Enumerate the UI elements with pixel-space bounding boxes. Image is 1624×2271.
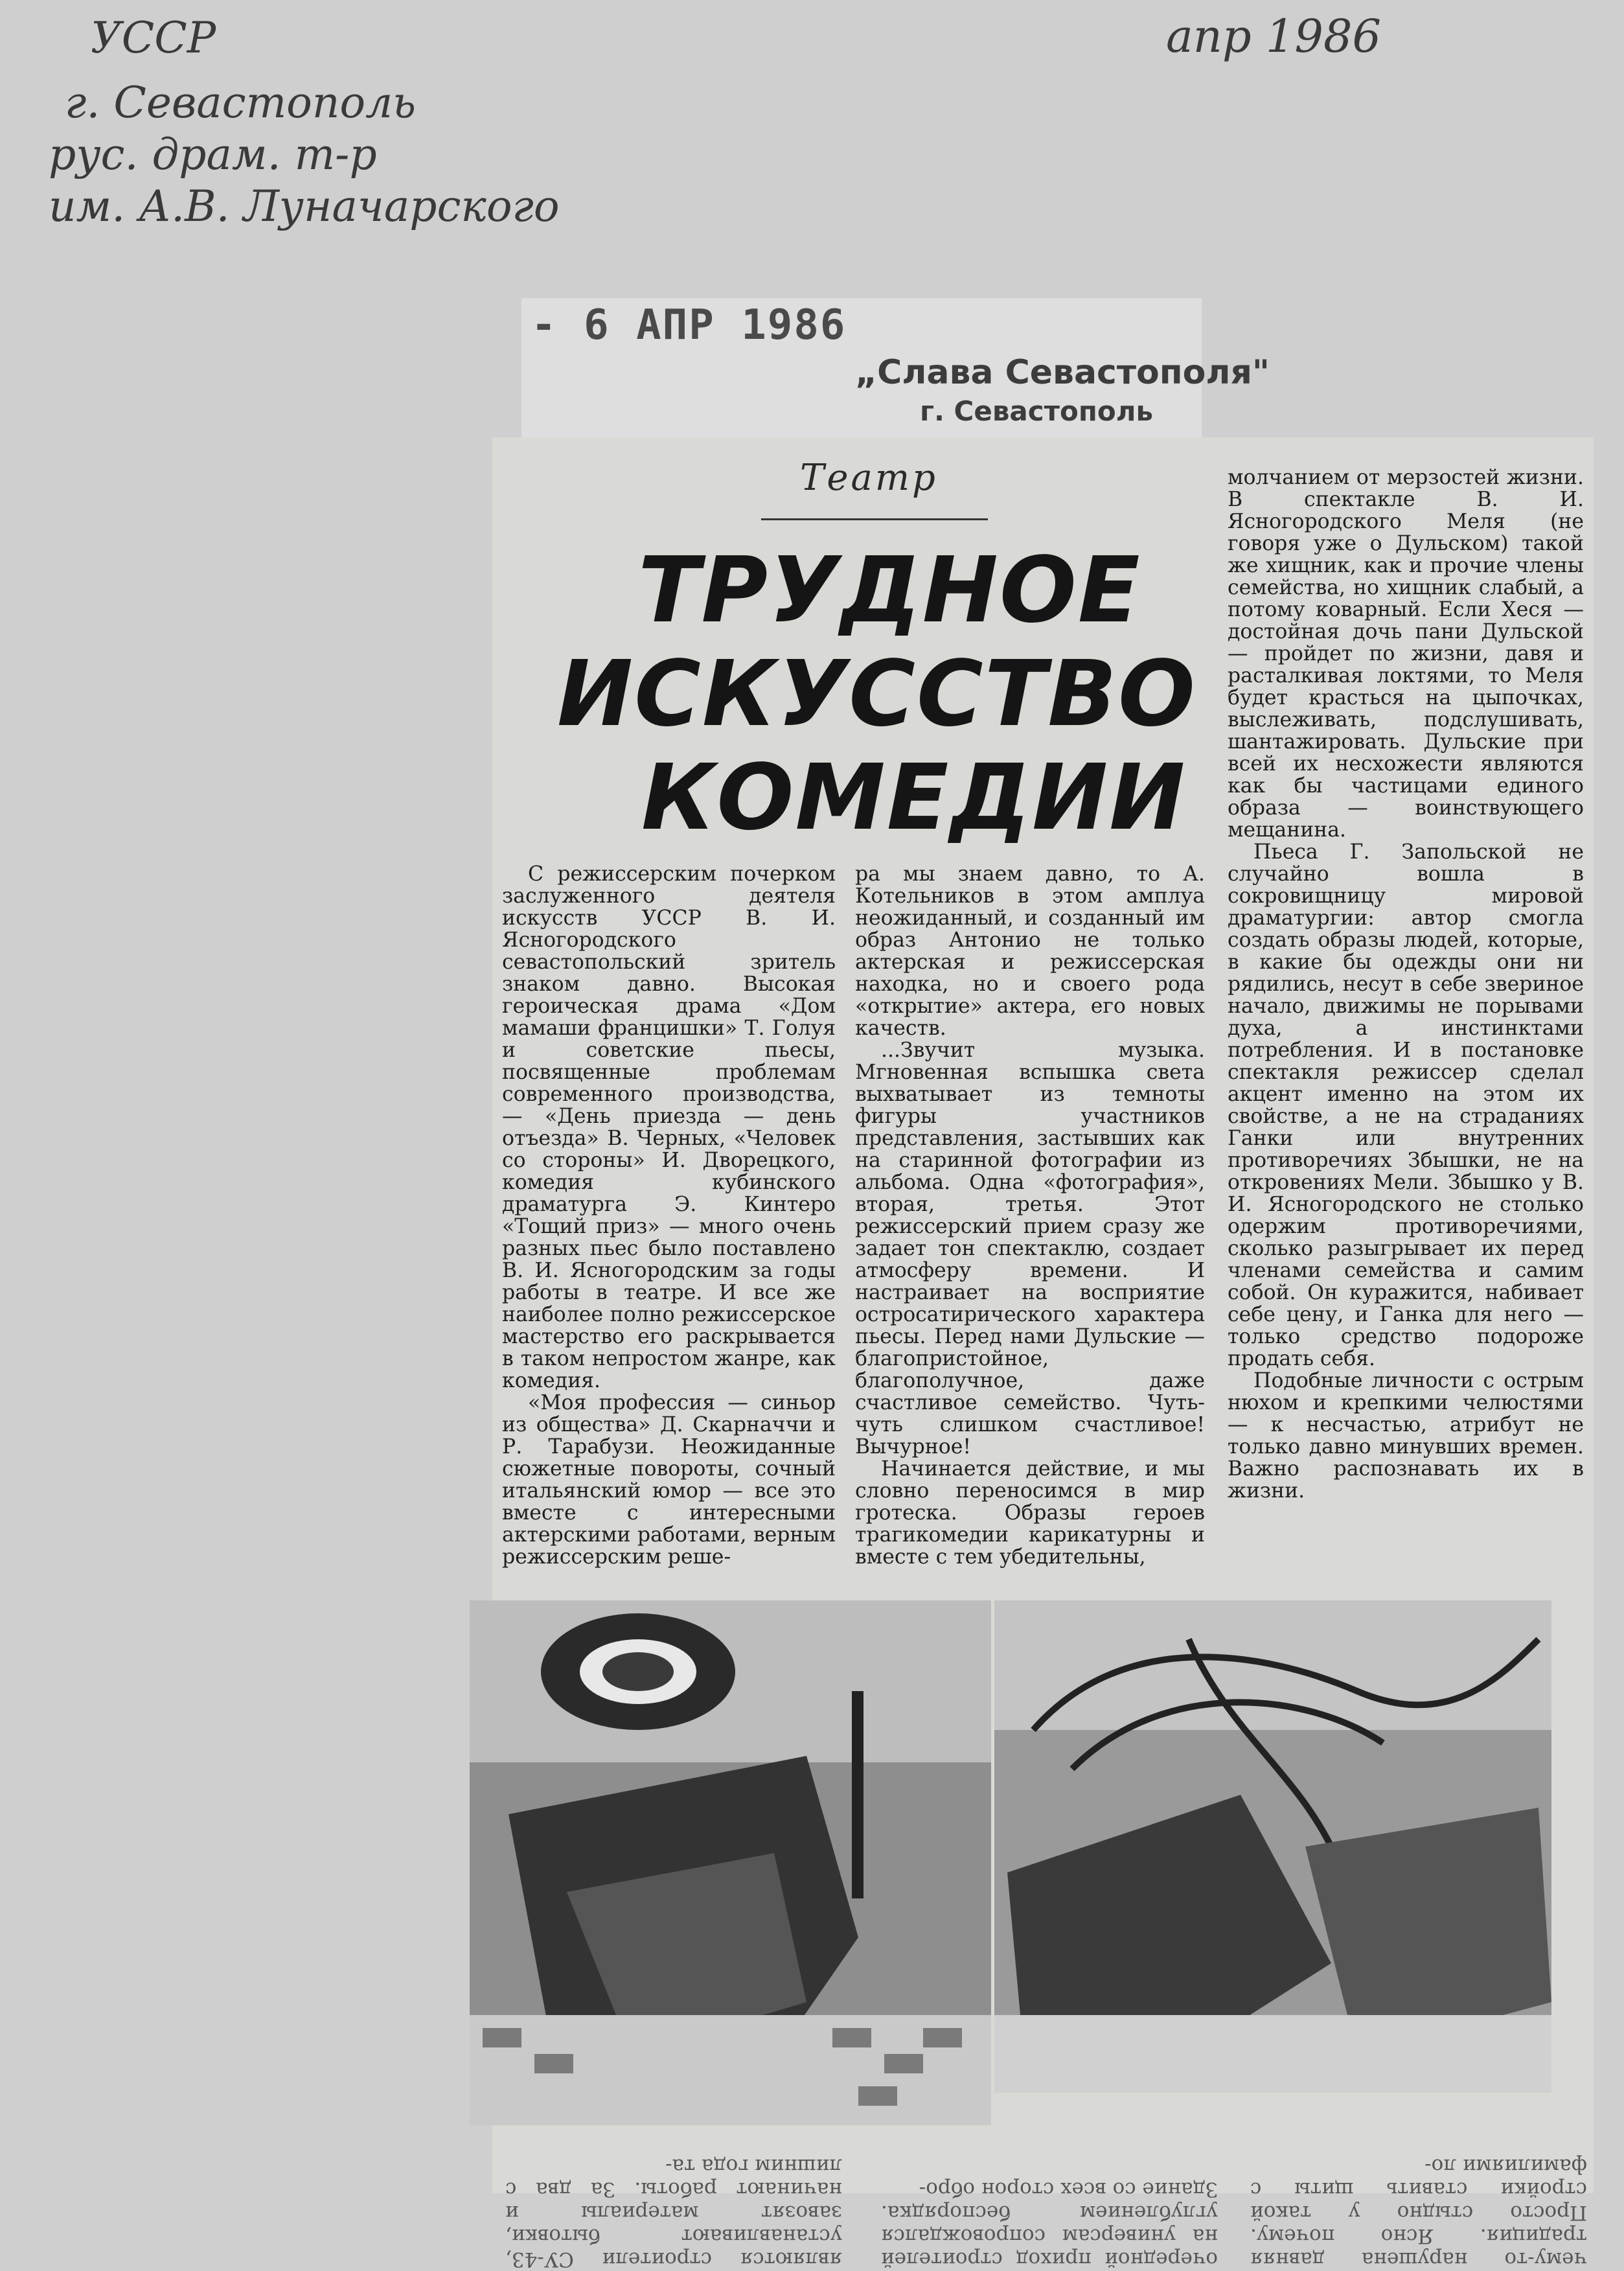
headline-line-2: ИСКУССТВО: [557, 641, 1196, 747]
handwritten-note-line-2: г. Севастополь: [65, 78, 417, 128]
paragraph: ра мы знаем давно, то А. Котельников в этом амплуа неожиданный, и созданный им образ Антонио не только актерская и режиссерская находка, но и своего рода «открытие» актера, его новых качеств.: [855, 863, 1205, 1040]
stamp-city: г. Севастополь: [920, 395, 1154, 427]
paragraph: «Моя профессия — синьор из общества» Д. Скарначчи и Р. Тарабузи. Неожиданные сюжетные повороты, сочный итальянский юмор — все это вместе с интересными актерскими работами, верным режиссерским реше-: [502, 1391, 836, 1569]
article-column-1: [502, 863, 836, 1589]
stage-photo-left: [470, 1600, 991, 2125]
reverse-side-print: [492, 2138, 1594, 2271]
reverse-text-column: чему-то нарушена давняя традиция. Ясно почему. Просто стыдно у такой стройки ставить щиты с фамилиями ло-: [1250, 2154, 1587, 2271]
reverse-text-column: очередной приход строителей на универсам сопровождался углублением беспорядка. Здание со всех сторон обро-: [881, 2178, 1218, 2271]
paragraph: ...Звучит музыка. Мгновенная вспышка света выхватывает из темноты фигуры участников представления, застывших как на старинной фотографии из альбома. Одна «фотография», вторая, третья. Этот режиссерский прием сразу же задает тон спектаклю, создает атмосферу времени. И настраивает на восприятие остросатирического характера пьесы. Перед нами Дульские — благопристойное, благополучное, даже счастливое семейство. Чуть-чуть слишком счастливое! Вычурное!: [855, 1039, 1205, 1458]
stamp-date: - 6 АПР 1986: [531, 301, 847, 349]
rubric-underline: [761, 518, 988, 520]
paragraph: Подобные личности с острым нюхом и крепкими челюстями — к несчастью, атрибут не только давно минувших времен. Важно распознавать их в жизни.: [1228, 1369, 1584, 1503]
section-rubric: Театр: [800, 457, 938, 499]
paragraph: Начинается действие, и мы словно переносимся в мир гротеска. Образы героев трагикомедии карикатурны и вместе с тем убедительны,: [855, 1457, 1205, 1569]
handwritten-note-line-4: им. А.В. Луначарского: [49, 181, 560, 231]
article-column-2: [855, 863, 1205, 1589]
handwritten-date: апр 1986: [1166, 10, 1382, 63]
paragraph: молчанием от мерзостей жизни. В спектакле В. И. Ясногородского Меля (не говоря уже о Дульском) такой же хищник, как и прочие члены семейства, но хищник слабый, а потому коварный. Если Хеся — достойная дочь пани Дульской — пройдет по жизни, давя и расталкивая локтями, то Меля будет красться на цыпочках, выслеживать, подслушивать, шантажировать. Дульские при всей их несхожести являются как бы частицами единого образа — воинствующего мещанина.: [1228, 467, 1584, 842]
headline-line-1: ТРУДНОЕ: [638, 538, 1141, 643]
stamp-newspaper-name: „Слава Севастополя": [855, 353, 1270, 392]
handwritten-note-line-1: УССР: [91, 13, 216, 63]
article-column-3: [1228, 467, 1584, 1613]
reverse-text-column: являются строители СУ-43, устанавливают бытовки, завозят материалы и начинают работы. За два с лишним года та-: [505, 2154, 842, 2271]
paragraph: Пьеса Г. Запольской не случайно вошла в сокровищницу мировой драматургии: автор смогла создать образы людей, которые, в какие бы одежды они ни рядились, несут в себе звериное начало, движимы не порывами духа, а инстинктами потребления. И в постановке спектакля режиссер сделал акцент именно на этом их свойстве, а не на страданиях Ганки или внутренних противоречиях Збышки, не на откровениях Мели. Збышко у В. И. Ясногородского не столько одержим противоречиями, сколько разыгрывает их перед членами семейства и самим собой. Он куражится, набивает себе цену, и Ганка для него — только средство подороже продать себя.: [1228, 840, 1584, 1370]
paragraph: С режиссерским почерком заслуженного деятеля искусств УССР В. И. Ясногородского севастопольский зритель знаком давно. Высокая героическая драма «Дом мамаши францишки» Т. Голуя и советские пьесы, посвященные проблемам современного производства, — «День приезда — день отъезда» В. Черных, «Человек со стороны» И. Дворецкого, комедия кубинского драматурга Э. Кинтеро «Тощий приз» — много очень разных пьес было поставлено В. И. Ясногородским за годы работы в театре. И все же наиболее полно режиссерское мастерство его раскрывается в таком непростом жанре, как комедия.: [502, 863, 836, 1392]
headline-line-3: КОМЕДИИ: [641, 745, 1187, 851]
handwritten-note-line-3: рус. драм. т-р: [49, 130, 377, 179]
stage-photo-right: [994, 1600, 1551, 2093]
